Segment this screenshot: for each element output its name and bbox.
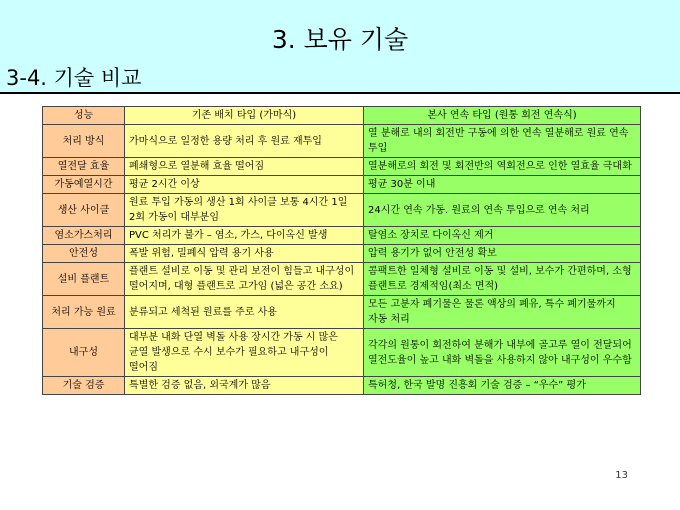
table-row xyxy=(43,296,641,329)
ours-cell: 탈염소 장치로 다이옥신 제거 xyxy=(364,227,641,245)
page-title: 3. 보유 기술 xyxy=(271,25,409,54)
ours-cell: 열분해로의 회전 및 회전반의 역회전으로 인한 열효율 극대화 xyxy=(364,158,641,176)
page-number: 13 xyxy=(615,470,628,481)
table-row xyxy=(43,158,641,176)
row-label: 열전달 효율 xyxy=(43,158,125,176)
ours-cell: 압력 용기가 없어 안전성 확보 xyxy=(364,245,641,263)
row-label: 염소가스처리 xyxy=(43,227,125,245)
header-existing-type: 기존 배치 타입 (가마식) xyxy=(125,107,364,125)
row-label: 내구성 xyxy=(43,329,125,377)
existing-cell: 원료 투입 가동의 생산 1회 사이클 보통 4시간 1일 2회 가동이 대부분임 xyxy=(125,194,364,227)
ours-cell: 24시간 연속 가동. 원료의 연속 투입으로 연속 처리 xyxy=(364,194,641,227)
row-label: 생산 사이클 xyxy=(43,194,125,227)
row-label: 기술 검증 xyxy=(43,377,125,395)
ours-cell: 열 분해로 내의 회전반 구동에 의한 연속 열분해로 원료 연속 투입 xyxy=(364,125,641,158)
row-label: 가동예열시간 xyxy=(43,176,125,194)
table-row xyxy=(43,194,641,227)
section-title: 3-4. 기술 비교 xyxy=(6,66,142,90)
header-performance: 성능 xyxy=(43,107,125,125)
table-row xyxy=(43,245,641,263)
table-header-row xyxy=(43,107,641,125)
existing-cell: PVC 처리가 불가 – 염소, 가스, 다이옥신 발생 xyxy=(125,227,364,245)
table-row xyxy=(43,227,641,245)
existing-cell: 플랜트 설비로 이동 및 관리 보전이 힘들고 내구성이 떨어지며, 대형 플랜트로 고가임 (넓은 공간 소요) xyxy=(125,263,364,296)
row-label: 안전성 xyxy=(43,245,125,263)
existing-cell: 폐쇄형으로 열분해 효율 떨어짐 xyxy=(125,158,364,176)
comparison-table xyxy=(42,106,641,395)
ours-cell: 콤팩트한 일체형 설비로 이동 및 설비, 보수가 간편하며, 소형 플랜트로 경제적임(최소 면적) xyxy=(364,263,641,296)
existing-cell: 분류되고 세척된 원료를 주로 사용 xyxy=(125,296,364,329)
existing-cell: 가마식으로 일정한 용량 처리 후 원료 재투입 xyxy=(125,125,364,158)
row-label: 처리 방식 xyxy=(43,125,125,158)
ours-cell: 특허청, 한국 발명 진흥회 기술 검증 – “우수” 평가 xyxy=(364,377,641,395)
existing-cell: 폭발 위험, 밀폐식 압력 용기 사용 xyxy=(125,245,364,263)
table-row xyxy=(43,377,641,395)
ours-cell: 각각의 원통이 회전하여 분해가 내부에 골고루 열이 전달되어 열전도율이 높고 내화 벽돌을 사용하지 않아 내구성이 우수함 xyxy=(364,329,641,377)
table-row xyxy=(43,263,641,296)
title-divider xyxy=(0,92,680,94)
existing-cell: 특별한 검증 없음, 외국계가 많음 xyxy=(125,377,364,395)
row-label: 처리 가능 원료 xyxy=(43,296,125,329)
ours-cell: 평균 30분 이내 xyxy=(364,176,641,194)
row-label: 설비 플랜트 xyxy=(43,263,125,296)
table-row xyxy=(43,125,641,158)
existing-cell: 대부분 내화 단열 벽돌 사용 장시간 가동 시 많은 균열 발생으로 수시 보수가 필요하고 내구성이 떨어짐 xyxy=(125,329,364,377)
ours-cell: 모든 고분자 폐기물은 물론 액상의 폐유, 특수 폐기물까지 자동 처리 xyxy=(364,296,641,329)
header-our-type: 본사 연속 타입 (원통 회전 연속식) xyxy=(364,107,641,125)
existing-cell: 평균 2시간 이상 xyxy=(125,176,364,194)
table-row xyxy=(43,329,641,377)
table-row xyxy=(43,176,641,194)
